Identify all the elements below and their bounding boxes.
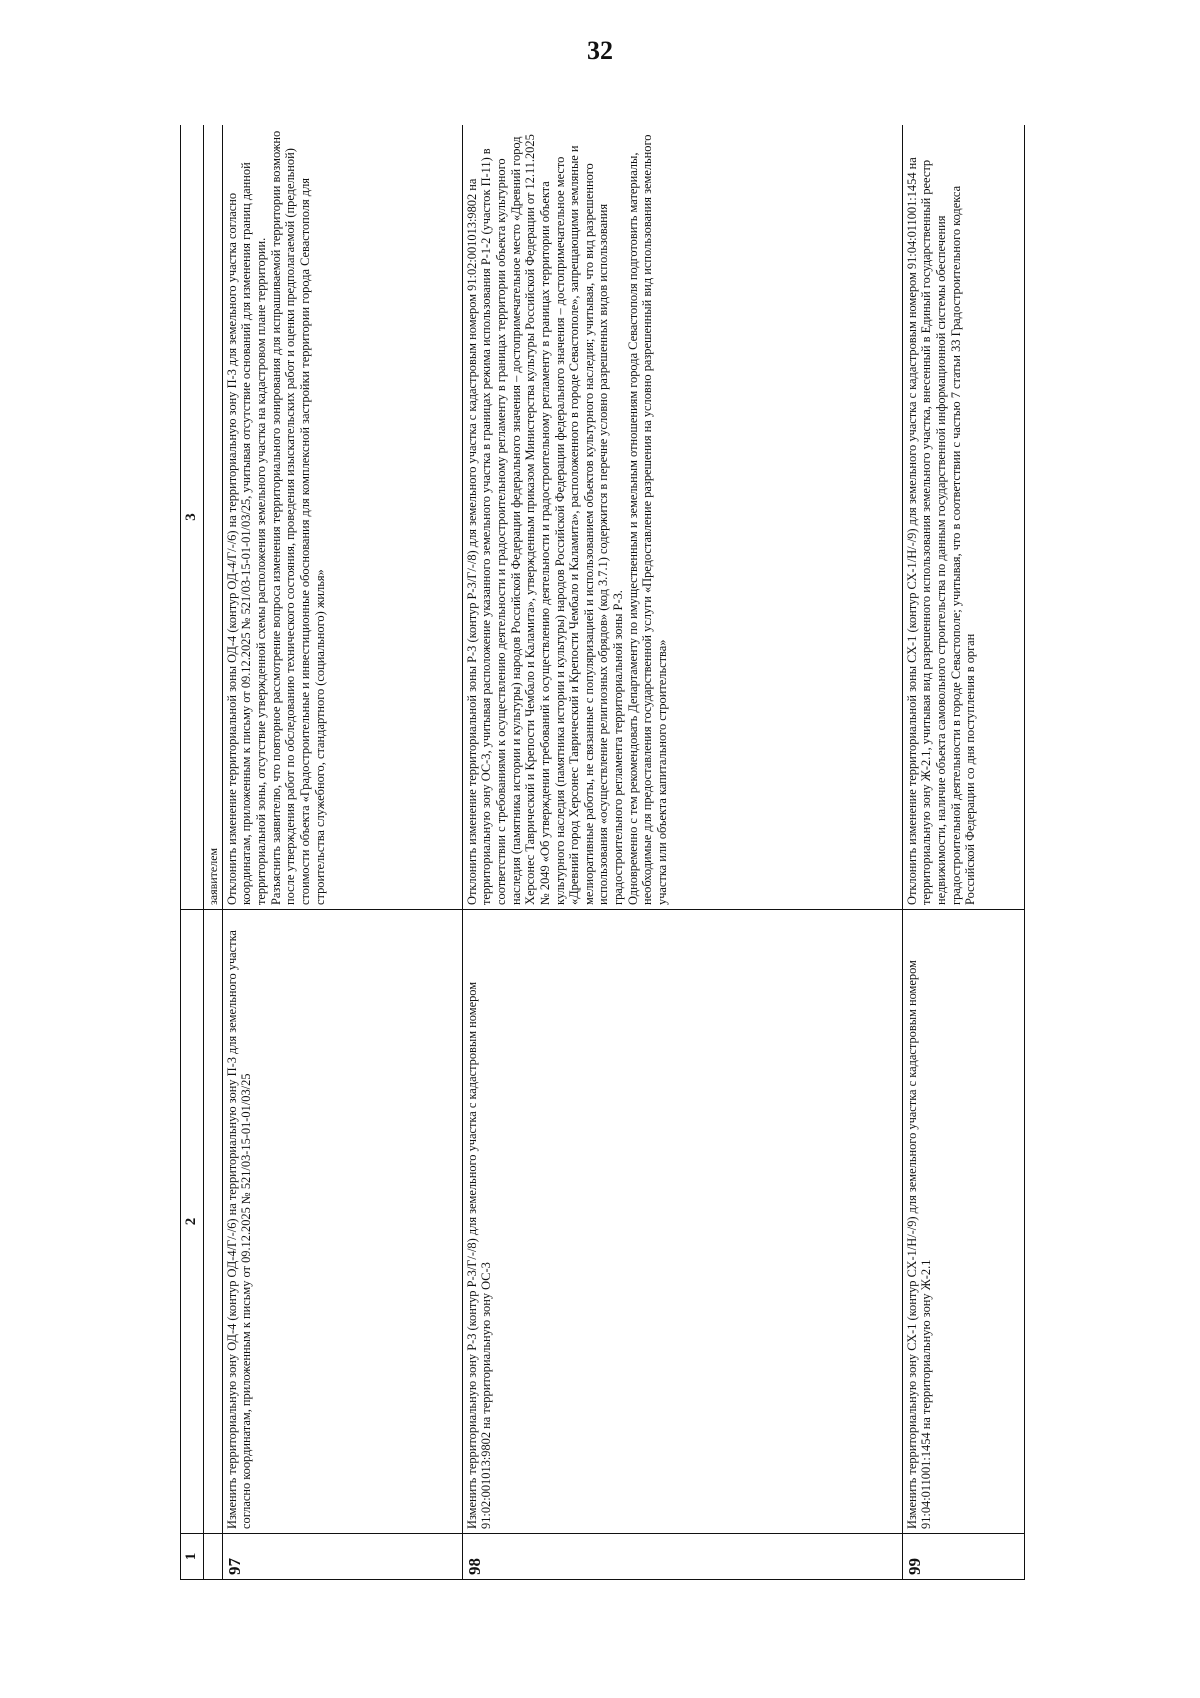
- table-row: [462, 125, 902, 1580]
- decision-paragraph: Отклонить изменение территориальной зоны Р-3 (контур Р-3/Г/-/8) для земельного участка с кадастровым номером 91:02:001013:9802 на территориальную зону ОС-3, учитывая расположение указанного земельного участка в границах режима использования Р-1-2 (участок П-11) в соответствии с требованиями к осуществлению деятельности и градостроительному регламенту в границах территории объекта культурного наследия (памятника истории и культуры) народов Российской Федерации федерального значения – достопримечательное место «Древний город Херсонес Таврический и Крепости Чембало и Каламита», утвержденным приказом Министерства культуры Российской Федерации от 12.11.2025 № 2049 «Об утверждении требований к осуществлению деятельности и градостроительному регламенту в границах территории объекта культурного наследия (памятника истории и культуры) народов Российской Федерации федерального значения – достопримечательное место «Древний город Херсонес Таврический и Крепости Чембало и Каламита», расположенного в городе Севастополе», запрещающими земляные и мелиоративные работы, не связанные с популяризацией и использованием объектов культурного наследия; учитывая, что вид разрешенного использования «осуществление религиозных обрядов» (код 3.7.1) содержится в перечне условно разрешенных видов использования градостроительного регламента территориальной зоны Р-3.: [464, 134, 626, 905]
- decision-paragraph: Отклонить изменение территориальной зоны СХ-1 (контур СХ-1/Н/-/9) для земельного участка с кадастровым номером 91:04:011001:1454 на территориальную зону Ж-2.1, учитывая вид разрешенного использования земельного участка, внесенный в Единый государственный реестр недвижимости, наличие объекта самовольного строительства по данным государственной информационной системы обеспечения градостроительной деятельности в городе Севастополе; учитывая, что в соответствии с частью 7 статьи 33 Градостроительного кодекса Российской Федерации со дня поступления в орган: [904, 157, 978, 905]
- continuation-text: заявителем: [203, 125, 222, 910]
- row-number: 97: [222, 1534, 462, 1580]
- table-header-row: [181, 125, 204, 1580]
- rotated-table-frame: [180, 125, 1025, 1580]
- header-col-3: 3: [181, 125, 204, 910]
- decisions-table: [180, 125, 1025, 1580]
- row-request: Изменить территориальную зону ОД-4 (контур ОД-4/Г/-/6) на территориальную зону П-3 для земельного участка согласно координатам, приложенным к письму от 09.12.2025 № 521/03-15-01-01/03/25: [222, 910, 462, 1534]
- row-number: 99: [902, 1534, 1024, 1580]
- row-decision: [902, 125, 1024, 910]
- page-number: 32: [587, 36, 613, 65]
- decision-paragraph: Разъяснить заявителю, что повторное рассмотрение вопроса изменения территориального зонирования для испрашиваемой территории возможно после утверждения работ по обследованию технического состояния, проведения изыскательских работ и оценки предполагаемой (предельной) стоимости объекта «Градостроительные и инвестиционные обоснования для комплексной застройки территории города Севастополя для строительства служебного, стандартного (социального) жилья»: [268, 130, 327, 905]
- row-decision: [222, 125, 462, 910]
- header-col-1: 1: [181, 1534, 204, 1580]
- row-request: Изменить территориальную зону Р-3 (контур Р-3/Г/-/8) для земельного участка с кадастровым номером 91:02:001013:9802 на территориальную зону ОС-3: [462, 910, 902, 1534]
- header-col-2: 2: [181, 910, 204, 1534]
- rotated-table-content: [180, 125, 1025, 1580]
- decision-paragraph: Отклонить изменение территориальной зоны ОД-4 (контур ОД-4/Г/-/6) на территориальную зону П-3 для земельного участка согласно координатам, приложенным к письму от 09.12.2025 № 521/03-15-01-01/03/25, учитывая отсутствие оснований для изменения границ данной территориальной зоны, отсутствие утвержденной схемы расположения земельного участка на кадастровом плане территории.: [224, 162, 269, 905]
- continuation-row: [203, 125, 222, 1580]
- row-decision: [462, 125, 902, 910]
- row-request: Изменить территориальную зону СХ-1 (контур СХ-1/Н/-/9) для земельного участка с кадастровым номером 91:04:011001:1454 на территориальную зону Ж-2.1: [902, 910, 1024, 1534]
- table-row: [902, 125, 1024, 1580]
- decision-paragraph: Одновременно с тем рекомендовать Департаменту по имущественным и земельным отношениям города Севастополя подготовить материалы, необходимые для предоставления государственной услуги «Предоставление разрешения на условно разрешенный вид использования земельного участка или объекта капитального строительства»: [625, 134, 669, 905]
- table-row: [222, 125, 462, 1580]
- row-number: 98: [462, 1534, 902, 1580]
